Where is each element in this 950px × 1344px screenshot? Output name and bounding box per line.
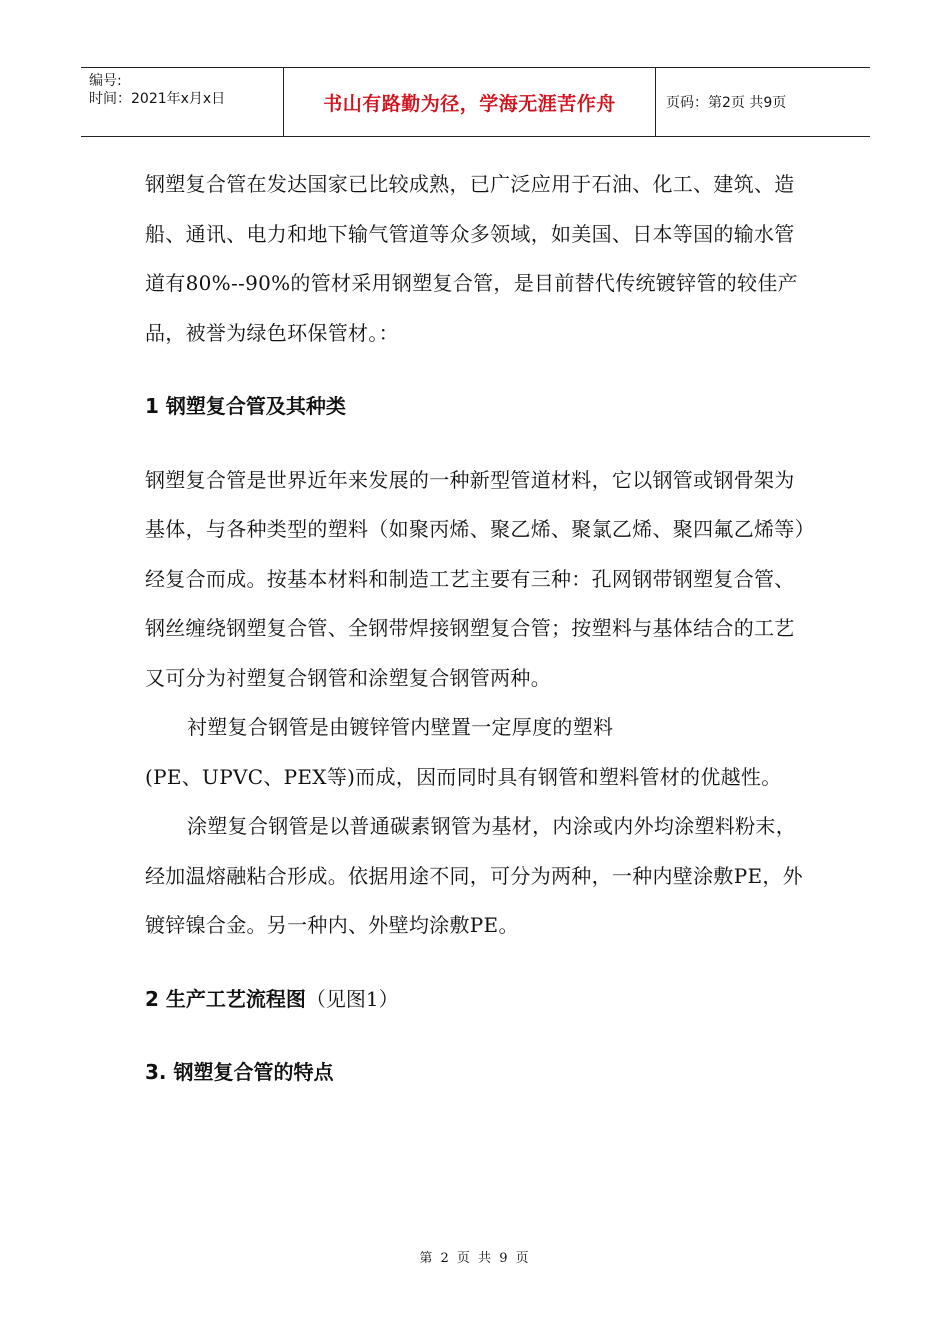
page-footer: 第 2 页 共 9 页: [419, 1251, 531, 1266]
section-2-heading: [145, 975, 805, 1025]
intro-paragraph: 钢塑复合管在发达国家已比较成熟，已广泛应用于石油、化工、建筑、造船、通讯、电力和地下输气管道等众多领域，如美国、日本等国的输水管道有80%--90%的管材采用钢塑复合管，是目前替代传统镀锌管的较佳产品，被誉为绿色环保管材。：: [145, 172, 798, 345]
document-body: [145, 160, 805, 1098]
header-meta-cell: [81, 68, 284, 136]
section-1-heading: 1 钢塑复合管及其种类: [145, 394, 346, 418]
section-1-paragraph-1: 钢塑复合管是世界近年来发展的一种新型管道材料，它以钢管或钢骨架为基体，与各种类型的塑料（如聚丙烯、聚乙烯、聚氯乙烯、聚四氟乙烯等）经复合而成。按基本材料和制造工艺主要有三种：孔网钢带钢塑复合管、钢丝缠绕钢塑复合管、全钢带焊接钢塑复合管；按塑料与基体结合的工艺又可分为衬塑复合钢管和涂塑复合钢管两种。: [145, 467, 805, 690]
document-number-label: 编号:: [89, 73, 122, 89]
section-2-title: 2 生产工艺流程图: [145, 986, 306, 1011]
section-1-paragraph-3: 涂塑复合钢管是以普通碳素钢管为基材，内涂或内外均涂塑料粉末，经加温熔融粘合形成。依据用途不同，可分为两种，一种内壁涂敷PE，外镀锌镍合金。另一种内、外壁均涂敷PE。: [145, 814, 803, 937]
section-3-heading: 3. 钢塑复合管的特点: [145, 1060, 334, 1084]
document-time-label: 时间：2021年x月x日: [89, 91, 226, 107]
section-2-figure-ref: （见图1）: [305, 986, 399, 1011]
page-header: [81, 67, 870, 137]
section-1-paragraph-2a: 衬塑复合钢管是由镀锌管内壁置一定厚度的塑料: [187, 715, 614, 739]
header-motto: 书山有路勤为径，学海无涯苦作舟: [284, 68, 656, 136]
section-1-paragraph-2b: (PE、UPVC、PEX等)而成，因而同时具有钢管和塑料管材的优越性。: [145, 764, 782, 789]
header-page-label: 页码：第2页 共9页: [666, 95, 787, 111]
